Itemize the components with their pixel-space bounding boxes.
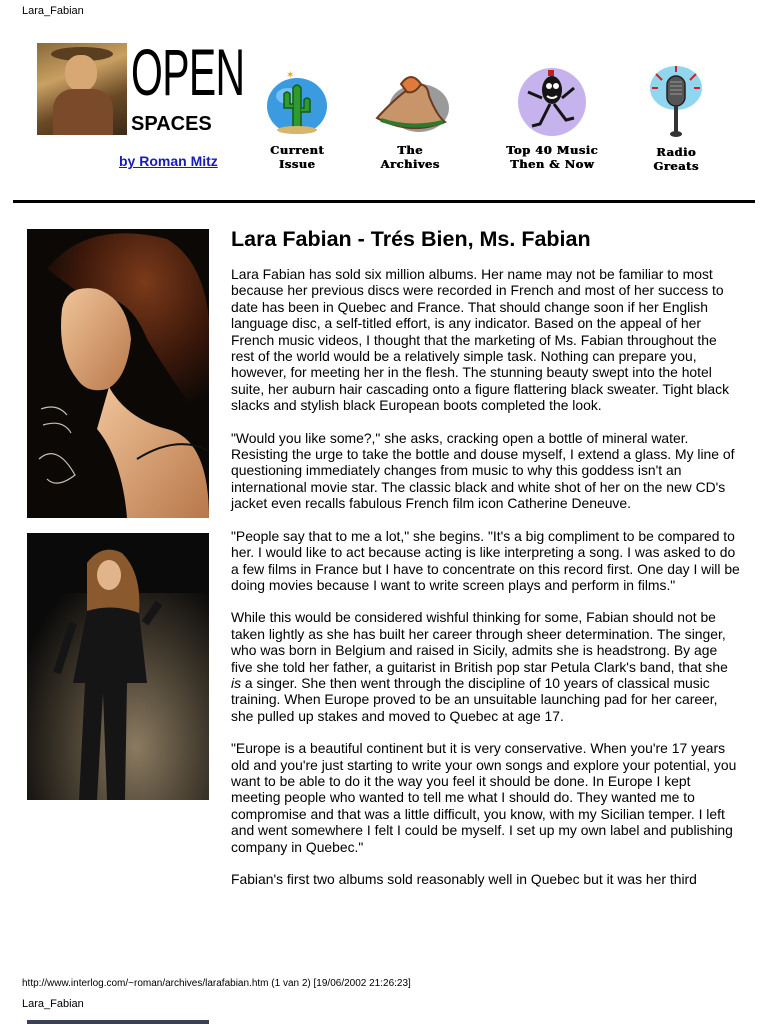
svg-text:✶: ✶ [286,70,295,81]
article-paragraph-6: Fabian's first two albums sold reasonably well in Quebec but it was her third [231,871,697,887]
nav-label-top-40-music: Top 40 Music Then & Now [506,143,598,171]
logo-spaces-text: SPACES [131,113,225,135]
article-title: Lara Fabian - Trés Bien, Ms. Fabian [231,227,591,251]
article-paragraph-2: "Would you like some?," she asks, cracking open a bottle of mineral water. Resisting the urge to take the bottle and douse myself, I extend a glass. My line of questioning immediately changes from music to why this goddess isn't an international movie star. The classic black and white shot of her on the new CD's jacket even recalls fabulous French film icon Catherine Deneuve. [231,429,735,512]
nav-label-radio-greats: Radio Greats [653,145,699,173]
nav-label-current-issue: Current Issue [269,143,325,171]
nav-radio-greats[interactable] [638,64,714,173]
page-header-label-2: Lara_Fabian [22,998,84,1010]
open-spaces-logo[interactable] [37,35,245,135]
article-paragraph-4: While this would be considered wishful thinking for some, Fabian should not be taken lightly as she has built her career through sheer determination. The singer, who was born in Belgium and raised in Sicily, admits she is headstrong. By age five she told her father, a guitarist in British pop star Petula Clark's band, that she is a singer. She then went through the discipline of 10 years of classical music training. When Europe proved to be an unsuitable launching pad for her career, she pulled up stakes and moved to Quebec at age 17. [231,609,728,724]
article-paragraph-1: Lara Fabian has sold six million albums. Her name may not be familiar to most because her previous discs were recorded in French and most of her success to date has been in Quebec and France. That should change soon if her English language disc, a self-titled effort, is any indicator. Based on the appeal of her French music videos, I thought that the marketing of Ms. Fabian throughout the rest of the world would be a relatively simple task. Nothing can prepare you, however, for meeting her in the flesh. The stunning beauty swept into the hotel suite, her auburn hair cascading onto a figure flattering black sweater. Tight black slacks and stylish black European boots completed the look. [231,266,730,414]
article-paragraph-5: "Europe is a beautiful continent but it is very conservative. When you're 17 years old and you're just starting to write your own songs and explore your potential, you want to be able to do it the way you feel it should be done. In Europe I kept meeting people who wanted to tell me what I should do. They wanted me to compromise and that was a little difficult, you know, with my Sicilian temper. I left and went somewhere I felt I could be myself. I set up my own label and publishing company in Quebec." [231,740,737,855]
page-header-label: Lara_Fabian [22,5,84,17]
lara-fabian-signed-photo [27,229,209,518]
header-divider [13,200,755,203]
article-body [231,266,741,903]
microphone-icon [646,64,706,140]
lara-fabian-stage-photo [27,533,209,800]
cowboy-photo [37,43,127,135]
next-page-photo-edge [27,1020,209,1024]
nav-label-the-archives: The Archives [380,143,440,171]
nav-the-archives[interactable] [362,66,458,171]
nav-top-40-music[interactable] [484,66,620,171]
cactus-icon [262,66,332,138]
byline-link[interactable]: by Roman Mitz [119,153,218,169]
footer-url: http://www.interlog.com/~roman/archives/larafabian.htm (1 van 2) [19/06/2002 21:26:23] [22,978,411,989]
article-paragraph-3: "People say that to me a lot," she begins. "It's a big compliment to be compared to her. I would like to act because acting is like interpreting a song. I was asked to do a few films in France but I have to concentrate on this record first. One day I will be doing movies because I want to write screen plays and perform in films." [231,527,740,593]
nav-current-issue[interactable] [254,66,340,171]
logo-open-text: OPEN [131,35,245,109]
sombrero-icon [367,66,453,138]
dancing-record-icon [514,66,590,138]
